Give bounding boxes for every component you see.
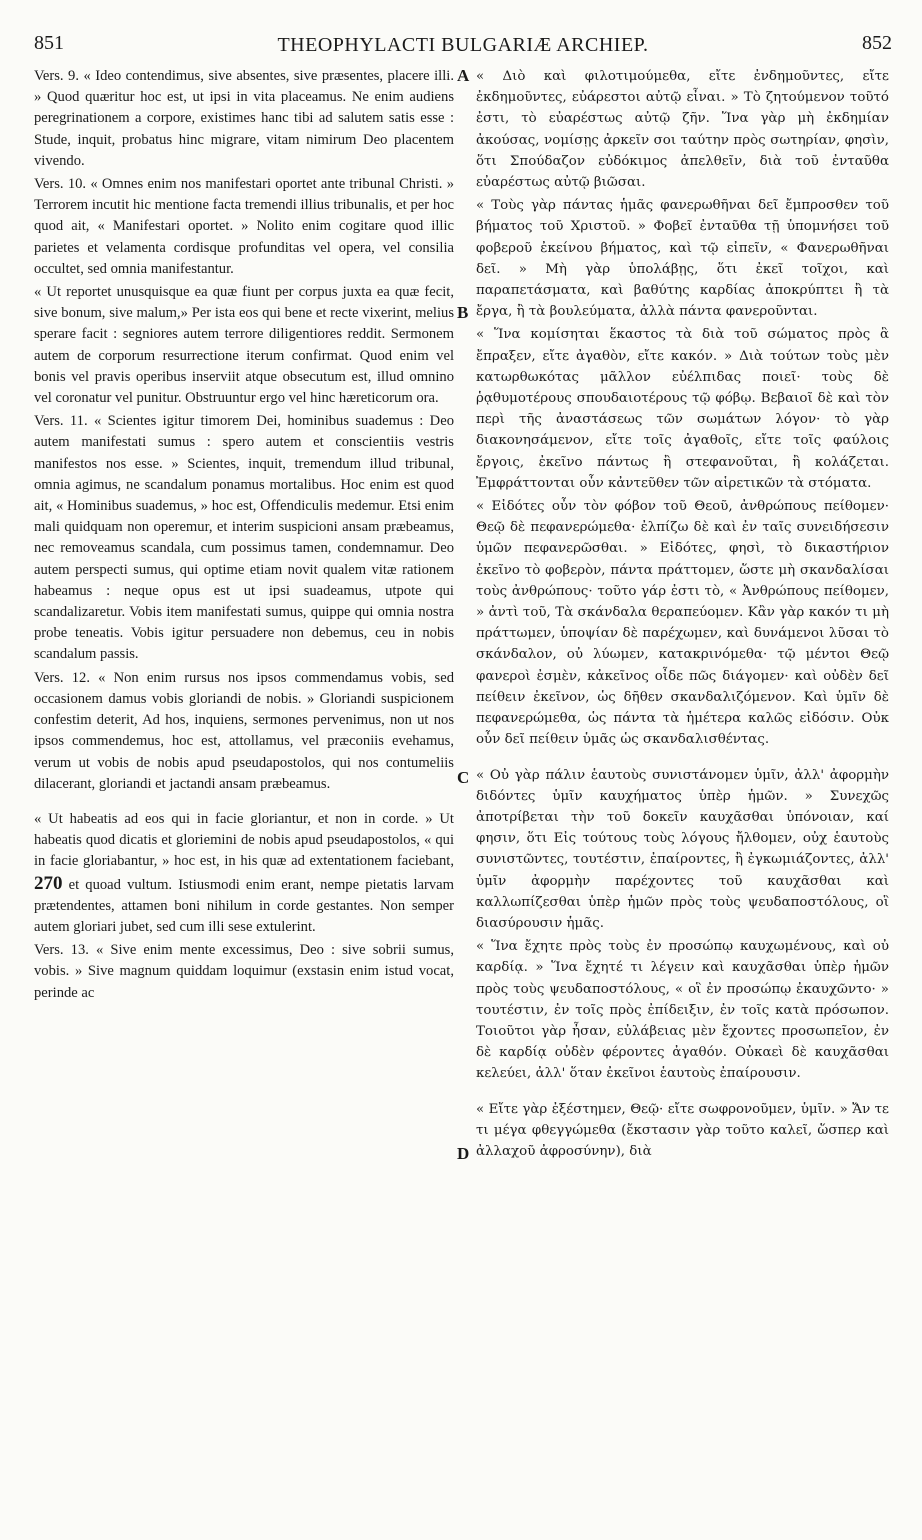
margin-mark-d: D bbox=[457, 1144, 470, 1163]
greek-para-3: « Ἵνα κομίσηται ἕκαστος τὰ διὰ τοῦ σώματος πρὸς ἃ ἔπραξεν, εἴτε ἀγαθὸν, εἴτε κακόν. » Διὰ τούτων τοὺς μὲν κατωρθωκότας μᾶλλον εὐέλπιδας ποιεῖ· τοὺς δὲ ῥᾳθυμοτέρους σπουδαιοτέρους τῷ φόβῳ. Βεβαιοῖ δὲ καὶ τὸν περὶ τῆς ἀναστάσεως τῶν σωμάτων λόγον· τὸ γὰρ διακονησάμενον, εἴτε τοῖς ἀγαθοῖς, εἴτε τοῖς φαύλοις ἔργοις, ἐκεῖνο πάντως ἢ στεφανοῦται, ἢ κολάζεται. Ἐμφράττονται οὖν κἀντεῦθεν τῶν αἱρετικῶν τὰ στόματα. bbox=[476, 327, 889, 491]
greek-column bbox=[476, 66, 889, 1526]
greek-para-4: « Εἰδότες οὖν τὸν φόβον τοῦ Θεοῦ, ἀνθρώπους πείθομεν· Θεῷ δὲ πεφανερώμεθα· ἐλπίζω δὲ καὶ ἐν ταῖς συνειδήσεσιν ὑμῶν πεφανερῶσθαι. » Εἰδότες, φησὶ, τὸ δικαστήριον ἐκεῖνο τὸ φοβερὸν, πάντα πράττομεν, ὥστε μὴ σκανδαλίσαι τοὺς ἀνθρώπους· τοῦτο γάρ ἐστι τὸ, « Ἀνθρώπους πείθομεν, » ἀντὶ τοῦ, Τὰ σκάνδαλα θεραπεύομεν. Κἂν γὰρ κακόν τι μὴ πράττωμεν, ὑποψίαν δὲ παρέχωμεν, καὶ δυνάμενοι λῦσαι τὸ σκάνδαλον, οὐ λύωμεν, κατακρινόμεθα· τῷ μέντοι Θεῷ φανεροὶ ἐσμὲν, κἀκεῖνος οἶδε πῶς διάγομεν· καὶ οὐδὲν δεῖ πείθειν ἐκεῖνον, ὡς δῆθεν σκανδαλιζόμενον. Καὶ ὑμῖν δὲ πεφανερώμεθα, ὡς πάντα τὰ ἡμέτερα καλῶς εἰδόσιν. Οὐκ οὖν δεῖ πείθειν ὑμᾶς ὡς σκανδαλισθέντας. bbox=[476, 499, 889, 748]
greek-para-5: « Οὐ γὰρ πάλιν ἑαυτοὺς συνιστάνομεν ὑμῖν, ἀλλ' ἀφορμὴν διδόντες ὑμῖν καυχήματος ὑπὲρ ἡμῶν. » Συνεχῶς ἀποτρίβεται τὴν τοῦ δοκεῖν καυχᾶσθαι ὑπόνοιαν, καί φησιν, ὅτι Εἰς τούτους τοὺς λόγους ἤλθομεν, οὐχ ἑαυτοὺς συνιστῶντες, τουτέστιν, ἐπαίροντες, ἢ ἐγκωμιάζοντες, ἀλλ' ὑμῖν ἀφορμὴν παρέχοντες τοῦ καυχᾶσθαι καὶ καλλωπίζεσθαι ὑπὲρ ἡμῶν πρὸς τοὺς ψευδαποστόλους, οἳ διασύρουσιν ἡμᾶς. bbox=[476, 767, 889, 931]
column-number: 270 bbox=[34, 872, 63, 894]
latin-verse-12-cont bbox=[34, 809, 454, 938]
page-header bbox=[34, 32, 892, 62]
latin-verse-10: Vers. 10. « Omnes enim nos manifestari oportet ante tribunal Christi. » Terrorem incutit hic mentione facta tremendi illius tribunalis, et per hoc quod ait, « Manifestari oportet. » Nolito enim cogitare quod illic parietes et velamenta cordisque profunditas vel opera, vel consilia occultet, sed omnia manifestantur. bbox=[34, 176, 454, 277]
latin-verse-12-cont-b: et quoad vultum. Istiusmodi enim erant, nempe pietatis larvam prætendentes, attamen boni nihilum in corde gestantes. Non semper autem gloriari jubet, sed cum illi sese extulerint. bbox=[34, 876, 454, 935]
latin-verse-12-cont-a: « Ut habeatis ad eos qui in facie gloriantur, et non in corde. » Ut habeatis quod dicatis et gloriemini de nobis apud pseudapostolos, « qui in facie gloriabantur, » hoc est, in his quæ ad extentationem faciebant, bbox=[34, 810, 454, 870]
running-title: THEOPHYLACTI BULGARIÆ ARCHIEP. bbox=[277, 34, 649, 56]
page-number-right: 852 bbox=[862, 32, 892, 54]
latin-verse-11: Vers. 11. « Scientes igitur timorem Dei, hominibus suademus : Deo autem manifestati sumus : spero autem et conscientiis vestris manifestos nos esse. » Scientes, inquit, tremendum illud tribunal, omnia agimus, ne scandalum ponamus mortalibus. Hoc enim est quod ait, « Hominibus suademus, » hoc est, Offendiculis medemur. Etsi enim mali quidquam non operemur, et interim suspicioni ansam præbeamus, nec removeamus scandala, cum possimus tamen, condemnamur. Deo autem perspecti sumus, qui optime etiam novit qualem vitæ rationem habeamus : neque opus est ut ipsi suadeamus, utpote qui scandalizaretur. Vobis item manifestati sumus, quippe qui omnia nostra probe teneatis. Vobis igitur persuadere non debemus, ceu in nobis scandalum passis. bbox=[34, 413, 454, 663]
margin-mark-b: B bbox=[457, 303, 469, 322]
latin-verse-12: Vers. 12. « Non enim rursus nos ipsos commendamus vobis, sed occasionem damus vobis gloriandi de nobis. » Gloriandi suspicionem confestim deterit, Ad hos, inquiens, sermones pervenimus, non ut nos ipsos commendemus, hoc est, attollamus, vel præconiis evehamus, verum ut vobis de nobis apud pseudapostolos, qui nos contumeliis dilacerant, gloriandi et jactandi ansam præbeamus. bbox=[34, 669, 454, 792]
greek-para-2: « Τοὺς γὰρ πάντας ἡμᾶς φανερωθῆναι δεῖ ἔμπροσθεν τοῦ βήματος τοῦ Χριστοῦ. » Φοβεῖ ἐνταῦθα τῇ ὑπομνήσει τοῦ φοβεροῦ ἐκείνου βήματος, καὶ τῷ εἰπεῖν, « Φανερωθῆναι δεῖ. » Μὴ γὰρ ὑπολάβῃς, ὅτι ἐκεῖ τοῖχοι, καὶ παραπετάσματα, καὶ βαθύτης καρδίας ἀποκρύπτει ἢ τὰ ἔργα, ἢ τὰ βουλεύματα, ἀλλὰ πάντα φανεροῦνται. bbox=[476, 198, 889, 320]
latin-verse-9: Vers. 9. « Ideo contendimus, sive absentes, sive præsentes, placere illi. » Quod quæritur hoc est, ut ipsi in vita placeamus. Ne enim audiens peregrinationem a corpore, existimes hanc tibi ad salutem satis esse : Stude, inquit, probatus hinc migrare, vitam nimirum Deo placentem vivendo. bbox=[34, 68, 454, 169]
page-number-left: 851 bbox=[34, 32, 64, 54]
latin-verse-10-cont: « Ut reportet unusquisque ea quæ fiunt per corpus juxta ea quæ fecit, sive bonum, sive malum,» Per ista eos qui bene et recte vixerint, melius sperare facit : segniores autem terrore diligentiores reddit. Sermonem autem de corporum resurrectione iterum confirmat. Quod enim vel bonis vel pravis operibus inserviit atque obsecutum est, illud omnino vel coronatur vel punitur. Obstruuntur ergo vel hinc hæreticorum ora. bbox=[34, 284, 454, 407]
latin-verse-13: Vers. 13. « Sive enim mente excessimus, Deo : sive sobrii sumus, vobis. » Sive magnum quiddam loquimur (exstasin enim istud vocat, perinde ac bbox=[34, 942, 454, 1001]
greek-para-6: « Ἵνα ἔχητε πρὸς τοὺς ἐν προσώπῳ καυχωμένους, καὶ οὐ καρδίᾳ. » Ἵνα ἔχητέ τι λέγειν καὶ καυχᾶσθαι ὑπὲρ ἡμῶν πρὸς τοὺς ψευδαποστόλους, « οἳ ἐν προσώπῳ ἐκαυχῶντο· » τουτέστιν, ἐν τοῖς πρὸς ἐπίδειξιν, ἐν τοῖς κατὰ πρόσωπον. Τοιοῦτοι γὰρ ἦσαν, εὐλάβειας μὲν ἔχοντες προσωπεῖον, ἐν δὲ καρδίᾳ οὐδὲν φέροντες ἀγαθόν. Οὐκαεὶ δὲ καυχᾶσθαι κελεύει, ἀλλ' ὅταν ἐκεῖνοι ἑαυτοὺς ἐπαίρουσιν. bbox=[476, 939, 889, 1082]
greek-para-1: « Διὸ καὶ φιλοτιμούμεθα, εἴτε ἐνδημοῦντες, εἴτε ἐκδημοῦντες, εὐάρεστοι αὐτῷ εἶναι. » Τὸ ζητούμενον τοῦτό ἐστι, τὸ εὐαρέστως αὐτῷ ζῆν. Ἵνα γὰρ μὴ ἐκδημίαν ἀκούσας, νομίσῃς ἀρκεῖν σοι ταύτην πρὸς σωτηρίαν, φησὶν, ὅτι Σπούδαζον εὐδόκιμος ἀπελθεῖν, διὰ τοῦ ἐνταῦθα εὐαρέστως αὐτῷ βιῶσαι. bbox=[476, 69, 889, 191]
greek-para-7: « Εἴτε γὰρ ἐξέστημεν, Θεῷ· εἴτε σωφρονοῦμεν, ὑμῖν. » Ἄν τε τι μέγα φθεγγώμεθα (ἔκστασιν γὰρ τοῦτο καλεῖ, ὥσπερ καὶ ἀλλαχοῦ ἀφροσύνην), διὰ bbox=[476, 1101, 889, 1159]
latin-column bbox=[34, 66, 454, 1526]
margin-mark-c: C bbox=[457, 768, 470, 787]
margin-mark-a: A bbox=[457, 66, 470, 85]
